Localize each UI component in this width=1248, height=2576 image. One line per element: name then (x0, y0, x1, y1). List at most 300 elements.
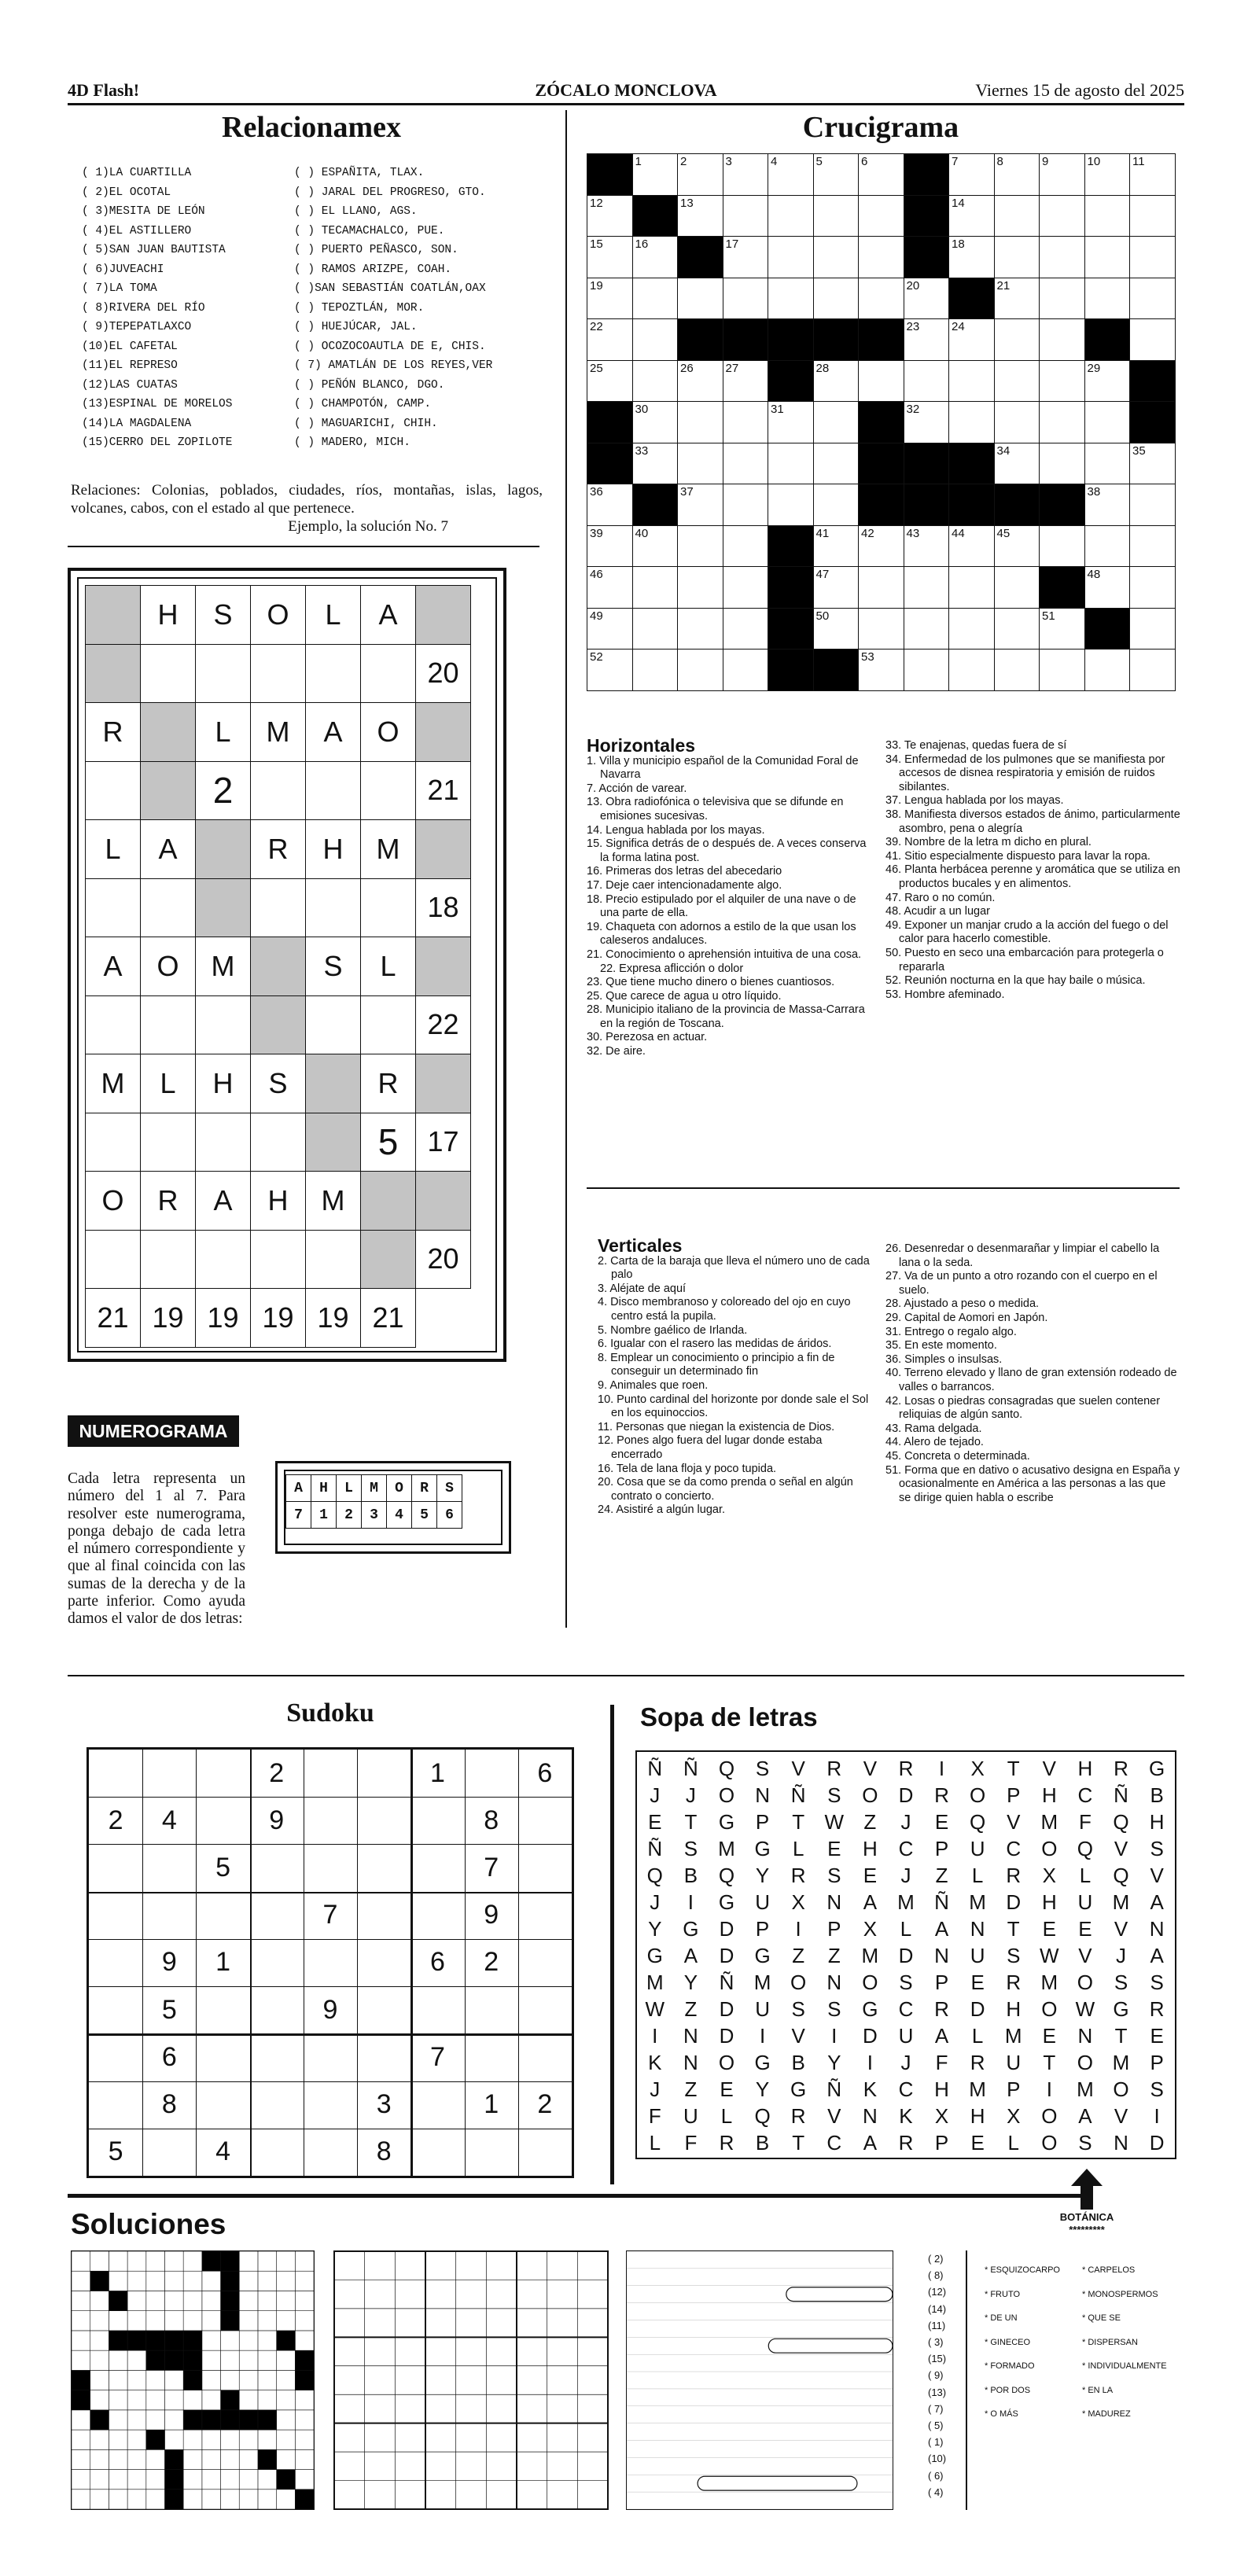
sopa-row (637, 1997, 1175, 2022)
sopa-letter: S (755, 1757, 770, 1780)
crossword-cell (677, 566, 723, 609)
numerograma-cell: L (195, 702, 251, 762)
numerograma-cell (140, 995, 196, 1055)
crossword-cell (632, 525, 679, 568)
numerograma-cell: M (305, 1171, 361, 1231)
sopa-theme (1022, 2211, 1151, 2236)
crossword-number: 7 (952, 155, 959, 168)
sudoku-cell (142, 1750, 196, 1797)
sopa-letter: D (719, 1944, 734, 1967)
clue-item: 15. Significa detrás de o después de. A veces conserva la forma latina post. (587, 837, 867, 864)
sudoku-cell: 4 (161, 1805, 177, 1835)
solucion-crucigrama-cell (183, 2251, 202, 2271)
solution-word: * ESQUIZOCARPO (985, 2265, 1060, 2275)
solucion-crucigrama-cell (109, 2430, 127, 2449)
sopa-letter: C (1006, 1837, 1022, 1860)
crossword-cell (677, 649, 723, 691)
sopa-letter: C (898, 1837, 914, 1860)
sopa-letter: D (719, 2024, 734, 2048)
crossword-cell (1084, 649, 1131, 691)
sopa-letter: U (755, 1890, 770, 1914)
clue-item: 7. Acción de varear. (587, 782, 687, 795)
crucigrama-title: Crucigrama (802, 111, 959, 144)
sopa-letter: V (1042, 1757, 1056, 1780)
relacion-answer: (12) (928, 2286, 947, 2298)
sopa-letter: E (1150, 2024, 1164, 2048)
key-letter: M (362, 1475, 387, 1502)
numerograma-cell (415, 819, 471, 879)
relacion-place: (15)CERRO DEL ZOPILOTE (82, 436, 233, 450)
clue-item: 23. Que tiene mucho dinero o bienes cuantiosos. (587, 976, 835, 989)
sopa-letter: Z (684, 2077, 698, 2101)
sopa-letter: O (1041, 2104, 1058, 2128)
divider (587, 1187, 1180, 1189)
sudoku-cell (357, 1844, 410, 1891)
sudoku-cell (518, 1844, 572, 1891)
clue-item: 50. Puesto en seco una embarcación para protegerla o repararla (885, 946, 1164, 973)
numerograma-cell: O (85, 1171, 141, 1231)
sopa-letter: R (1006, 1971, 1022, 1994)
solution-word: * MADUREZ (1082, 2409, 1131, 2419)
sopa-letter: X (1007, 2104, 1021, 2128)
crossword-cell (632, 278, 679, 320)
crossword-cell (768, 608, 814, 650)
sopa-row (637, 1944, 1175, 1968)
sudoku-cell (142, 1892, 196, 1939)
crossword-cell (587, 443, 633, 485)
crossword-cell (1039, 566, 1085, 609)
sudoku-cell: 6 (537, 1757, 553, 1788)
numerograma-cell: R (85, 702, 141, 762)
solucion-crucigrama-cell (258, 2410, 277, 2430)
solucion-crucigrama-cell (72, 2271, 90, 2291)
sopa-letter: A (683, 1944, 698, 1967)
numerograma-cell (85, 761, 141, 821)
sudoku-cell: 6 (429, 1947, 445, 1978)
clue-item: 36. Simples o insulsas. (885, 1352, 1003, 1366)
solucion-crucigrama-cell (221, 2430, 240, 2449)
crossword-cell (904, 153, 950, 196)
sopa-letter: S (899, 1971, 913, 1994)
sopa-row (637, 2024, 1175, 2048)
crossword-cell (632, 195, 679, 237)
sopa-letter: D (970, 1997, 985, 2021)
crossword-cell (723, 236, 769, 278)
sopa-letter: X (863, 1917, 878, 1941)
solucion-crucigrama-cell (183, 2390, 202, 2410)
crossword-number: 19 (590, 278, 603, 293)
solucion-crucigrama-cell (183, 2430, 202, 2449)
sudoku-cell: 1 (215, 1947, 230, 1978)
crossword-number: 8 (996, 155, 1003, 168)
sopa-letter: V (1150, 1864, 1164, 1887)
crossword-cell (677, 484, 723, 526)
numerograma-cell: 19 (250, 1288, 306, 1348)
sudoku-cell: 7 (322, 1900, 338, 1930)
sopa-letter: E (970, 1971, 985, 1994)
relacion-answer: (14) (928, 2302, 947, 2315)
sudoku-cell: 8 (161, 2089, 177, 2120)
sopa-letter: T (684, 1810, 698, 1834)
numerograma-instructions: Cada letra representa un número del 1 al 7. Para resolver este numerograma, ponga debajo de cada letra el número correspondiente y que al final coincida con las sumas de la derecha y de la parte inferior. Como ayuda damos el valor de dos letras: (68, 1470, 245, 1628)
numerograma-cell: M (195, 937, 251, 996)
sopa-letter: E (827, 1837, 841, 1860)
crossword-cell (1129, 278, 1176, 320)
sudoku-cell (357, 1750, 410, 1797)
sopa-letter: I (687, 1890, 694, 1914)
solucion-crucigrama-cell (109, 2370, 127, 2390)
numerograma-cell (305, 1054, 361, 1113)
crossword-cell (768, 525, 814, 568)
numerograma-key (275, 1461, 511, 1554)
clue-item: 31. Entrego o regalo algo. (885, 1325, 1017, 1338)
sudoku-grid (87, 1747, 574, 2178)
sopa-letter: G (754, 1944, 771, 1967)
horizontales-clues (587, 735, 874, 1059)
relacion-answer: ( 2) (928, 2253, 944, 2265)
relacion-row (82, 183, 538, 203)
vertical-bar (610, 1705, 614, 2184)
relacion-state: ( ) EL LLANO, AGS. (294, 205, 418, 219)
solucion-crucigrama-cell (258, 2370, 277, 2390)
crossword-cell (768, 443, 814, 485)
solucion-crucigrama-cell (239, 2370, 258, 2390)
crossword-cell (858, 195, 904, 237)
sopa-letter: J (685, 1783, 696, 1807)
crossword-cell (994, 443, 1040, 485)
solucion-crucigrama-cell (109, 2350, 127, 2370)
sopa-letter: G (862, 1997, 878, 2021)
solucion-crucigrama-cell (90, 2430, 109, 2449)
sopa-letter: Z (863, 1810, 877, 1834)
relacion-place: ( 2)EL OCOTAL (82, 186, 171, 199)
crossword-cell (632, 236, 679, 278)
solucion-crucigrama-cell (109, 2251, 127, 2271)
sopa-letter: T (1007, 1917, 1020, 1941)
crossword-cell (768, 318, 814, 361)
sudoku-cell (304, 2129, 357, 2176)
crossword-cell (1039, 484, 1085, 526)
crossword-cell (723, 153, 769, 196)
solucion-crucigrama-cell (146, 2350, 165, 2370)
numerograma-cell (250, 995, 306, 1055)
solucion-crucigrama-cell (221, 2449, 240, 2469)
sopa-letter: N (934, 1944, 949, 1967)
solucion-crucigrama-cell (202, 2370, 221, 2390)
sopa-letter: H (1149, 1810, 1165, 1834)
sudoku-cell (465, 1750, 518, 1797)
numerograma-cell: M (250, 702, 306, 762)
crossword-cell (632, 484, 679, 526)
numerograma-cell: 17 (415, 1113, 471, 1172)
relacion-place: (11)EL REPRESO (82, 359, 178, 373)
solucion-crucigrama-cell (183, 2350, 202, 2370)
solucion-crucigrama-cell (277, 2271, 296, 2291)
solucion-crucigrama-cell (258, 2449, 277, 2469)
numerograma-cell: A (140, 819, 196, 879)
sopa-letter: O (1077, 2051, 1094, 2074)
solucion-crucigrama-cell (258, 2490, 277, 2509)
sopa-letter: S (1150, 1971, 1164, 1994)
sudoku-cell: 5 (161, 1994, 177, 2025)
crossword-cell (1039, 608, 1085, 650)
sopa-letter: L (1079, 1864, 1092, 1887)
sopa-letter: I (795, 1917, 801, 1941)
sudoku-title: Sudoku (286, 1698, 374, 1728)
clue-item: 4. Disco membranoso y coloreado del ojo en cuyo centro está la pupila. (598, 1296, 851, 1323)
numerograma-cell: L (85, 819, 141, 879)
solution-word: * O MÁS (985, 2409, 1018, 2419)
crossword-cell (994, 525, 1040, 568)
solucion-crucigrama-cell (90, 2470, 109, 2490)
relacion-row (82, 376, 538, 396)
solucion-crucigrama-rotated (72, 2251, 314, 2509)
crossword-cell (858, 443, 904, 485)
crossword-number: 17 (725, 237, 739, 251)
crossword-cell (587, 566, 633, 609)
numerograma-cell: R (250, 819, 306, 879)
solucion-crucigrama-cell (72, 2470, 90, 2490)
sopa-letter: L (720, 2104, 733, 2128)
crossword-number: 12 (590, 196, 603, 210)
sudoku-cell (250, 1939, 304, 1986)
crossword-cell (994, 649, 1040, 691)
crossword-cell (858, 649, 904, 691)
crossword-number: 47 (815, 568, 830, 581)
crossword-number: 51 (1042, 609, 1055, 623)
sopa-letter: C (1077, 1783, 1093, 1807)
sopa-letter: Ñ (683, 1757, 698, 1780)
solucion-relacionamex (928, 2250, 959, 2501)
numerograma-cell: 21 (360, 1288, 416, 1348)
numerograma-cell (415, 1054, 471, 1113)
crossword-cell (1039, 195, 1085, 237)
sopa-letter: V (1114, 1837, 1128, 1860)
crossword-cell (948, 566, 995, 609)
horizontales-title: Horizontales (587, 735, 696, 756)
sopa-letter: E (1078, 1917, 1092, 1941)
crossword-cell (813, 566, 860, 609)
sopa-letter: F (1078, 1810, 1092, 1834)
relacion-answer: ( 6) (928, 2469, 944, 2482)
solucion-crucigrama-cell (164, 2350, 183, 2370)
sopa-letter: N (862, 2104, 878, 2128)
sopa-letter: P (1150, 2051, 1164, 2074)
solucion-crucigrama-cell (258, 2430, 277, 2449)
sopa-letter: R (1006, 1864, 1022, 1887)
clue-item: 9. Animales que roen. (598, 1378, 709, 1392)
crossword-cell (948, 649, 995, 691)
key-letter: A (286, 1475, 311, 1502)
numerograma-cell (250, 937, 306, 996)
key-letter: H (311, 1475, 337, 1502)
solucion-crucigrama-cell (221, 2390, 240, 2410)
sudoku-cell (410, 2129, 464, 2176)
sudoku-cell (89, 1939, 142, 1986)
relacion-row (82, 356, 538, 376)
sopa-letter: B (683, 1864, 698, 1887)
crossword-cell (1039, 525, 1085, 568)
crossword-number: 42 (861, 526, 874, 540)
clue-item: 2. Carta de la baraja que lleva el número uno de cada palo (598, 1254, 870, 1282)
crossword-number: 26 (680, 361, 694, 375)
crossword-number: 20 (906, 278, 920, 293)
crossword-number: 49 (590, 609, 603, 623)
sopa-letter: X (1042, 1864, 1056, 1887)
clue-item: 40. Terreno elevado y llano de gran extensión rodeado de valles o barrancos. (885, 1367, 1177, 1393)
sudoku-cell: 2 (108, 1805, 123, 1835)
crossword-cell (632, 318, 679, 361)
crossword-cell (1129, 649, 1176, 691)
numerograma-cell: 5 (360, 1113, 416, 1172)
crossword-cell (1084, 525, 1131, 568)
clue-item: 51. Forma que en dativo o acusativo designa en España y ocasionalmente en América a las personas a las que se dirige quien habla o escribe (885, 1463, 1180, 1504)
sopa-letter: D (898, 1783, 914, 1807)
crossword-cell (632, 443, 679, 485)
crossword-cell (723, 525, 769, 568)
solucion-crucigrama-cell (239, 2350, 258, 2370)
sudoku-cell (304, 1797, 357, 1844)
sopa-letter: A (1150, 1944, 1164, 1967)
clue-item: 32. De aire. (587, 1045, 646, 1058)
solucion-crucigrama (71, 2250, 315, 2510)
sopa-letter: P (1007, 2077, 1021, 2101)
solucion-crucigrama-cell (90, 2271, 109, 2291)
solucion-crucigrama-cell (295, 2410, 314, 2430)
solution-word: * DE UN (985, 2313, 1018, 2323)
solucion-crucigrama-cell (164, 2490, 183, 2509)
sudoku-cell (89, 1986, 142, 2033)
crossword-cell (858, 608, 904, 650)
numerograma-cell (415, 702, 471, 762)
key-letter: L (337, 1475, 362, 1502)
sopa-letter: D (898, 1944, 914, 1967)
sopa-letter: A (1078, 2104, 1092, 2128)
solution-word: * FRUTO (985, 2289, 1021, 2299)
solucion-crucigrama-cell (127, 2490, 146, 2509)
key-number: 2 (337, 1502, 362, 1529)
solucion-sopa-highlight (768, 2339, 893, 2353)
relacion-place: ( 3)MESITA DE LEÓN (82, 205, 205, 219)
relacion-answer: (15) (928, 2353, 947, 2365)
sopa-row (637, 2051, 1175, 2075)
sopa-letter: O (790, 1971, 807, 1994)
solucion-crucigrama-cell (109, 2449, 127, 2469)
sopa-letter: A (934, 1917, 949, 1941)
solucion-crucigrama-cell (146, 2311, 165, 2331)
solucion-crucigrama-cell (127, 2251, 146, 2271)
solucion-crucigrama-cell (295, 2291, 314, 2310)
crossword-number: 48 (1087, 568, 1101, 581)
solucion-crucigrama-cell (258, 2251, 277, 2271)
sopa-letter: K (863, 2077, 878, 2101)
numerograma-cell (360, 644, 416, 704)
solucion-crucigrama-cell (109, 2410, 127, 2430)
clue-item: 49. Exponer un manjar crudo a la acción del fuego o del calor para hacerlo comestible. (885, 918, 1169, 946)
solucion-crucigrama-cell (183, 2291, 202, 2310)
numerograma-cell: O (250, 585, 306, 645)
crossword-cell (813, 153, 860, 196)
numerograma-puzzle (68, 568, 506, 1362)
sudoku-cell (250, 1844, 304, 1891)
solucion-crucigrama-cell (258, 2291, 277, 2310)
numerograma-cell: R (140, 1171, 196, 1231)
clue-item: 1. Villa y municipio español de la Comunidad Foral de Navarra (587, 754, 859, 782)
solucion-crucigrama-cell (202, 2470, 221, 2490)
solucion-crucigrama-cell (277, 2449, 296, 2469)
numerograma-cell (195, 995, 251, 1055)
solucion-crucigrama-cell (258, 2470, 277, 2490)
relacion-row (82, 395, 538, 414)
sopa-letter: I (1154, 2104, 1160, 2128)
sudoku-cell (518, 2129, 572, 2176)
crossword-cell (994, 401, 1040, 443)
key-letter: R (412, 1475, 437, 1502)
clue-item: 47. Raro o no común. (885, 891, 996, 904)
sopa-letter: P (827, 1917, 841, 1941)
solucion-crucigrama-cell (221, 2331, 240, 2350)
solution-word: * POR DOS (985, 2385, 1031, 2395)
clue-item: 12. Pones algo fuera del lugar donde estaba encerrado (598, 1434, 823, 1461)
sudoku-cell (357, 1939, 410, 1986)
solucion-crucigrama-cell (127, 2370, 146, 2390)
solucion-crucigrama-cell (90, 2390, 109, 2410)
sudoku-cell (196, 2033, 249, 2081)
crossword-cell (994, 566, 1040, 609)
relacion-place: ( 1)LA CUARTILLA (82, 167, 192, 180)
numerograma-cell (250, 1113, 306, 1172)
sopa-letter: D (719, 1997, 734, 2021)
numerograma-cell: H (250, 1171, 306, 1231)
clue-item: 45. Concreta o determinada. (885, 1449, 1030, 1463)
sopa-letter: U (1006, 2051, 1022, 2074)
solucion-crucigrama-cell (295, 2311, 314, 2331)
sopa-letter: H (1077, 1757, 1093, 1780)
crossword-cell (994, 153, 1040, 196)
sopa-letter: R (719, 2131, 734, 2155)
sopa-letter: J (900, 1810, 911, 1834)
sopa-letter: Q (1113, 1810, 1129, 1834)
sopa-letter: I (831, 2024, 838, 2048)
sopa-letter: P (1007, 1783, 1021, 1807)
crossword-cell (1129, 443, 1176, 485)
crossword-number: 33 (635, 443, 649, 458)
sudoku-cell (304, 2033, 357, 2081)
sopa-row (637, 1783, 1175, 1808)
crossword-number: 10 (1087, 155, 1101, 168)
sopa-letter: Q (1113, 1864, 1129, 1887)
sopa-letter: G (754, 1837, 771, 1860)
sudoku-cell (304, 2081, 357, 2129)
verticales-clues-cont (885, 1242, 1180, 1505)
crossword-cell (723, 360, 769, 403)
numerograma-cell: 22 (415, 995, 471, 1055)
solucion-crucigrama-cell (202, 2410, 221, 2430)
solucion-crucigrama-cell (239, 2490, 258, 2509)
crossword-cell (858, 153, 904, 196)
solucion-crucigrama-cell (127, 2291, 146, 2310)
solucion-crucigrama-grid (72, 2251, 314, 2509)
crossword-cell (994, 195, 1040, 237)
solucion-crucigrama-cell (295, 2370, 314, 2390)
crossword-number: 16 (635, 237, 649, 251)
crossword-cell (948, 525, 995, 568)
numerograma-cell: L (360, 937, 416, 996)
relacion-place: ( 6)JUVEACHI (82, 263, 164, 276)
crossword-number: 14 (952, 196, 965, 210)
key-letter: O (387, 1475, 412, 1502)
sopa-letter: N (1149, 1917, 1165, 1941)
